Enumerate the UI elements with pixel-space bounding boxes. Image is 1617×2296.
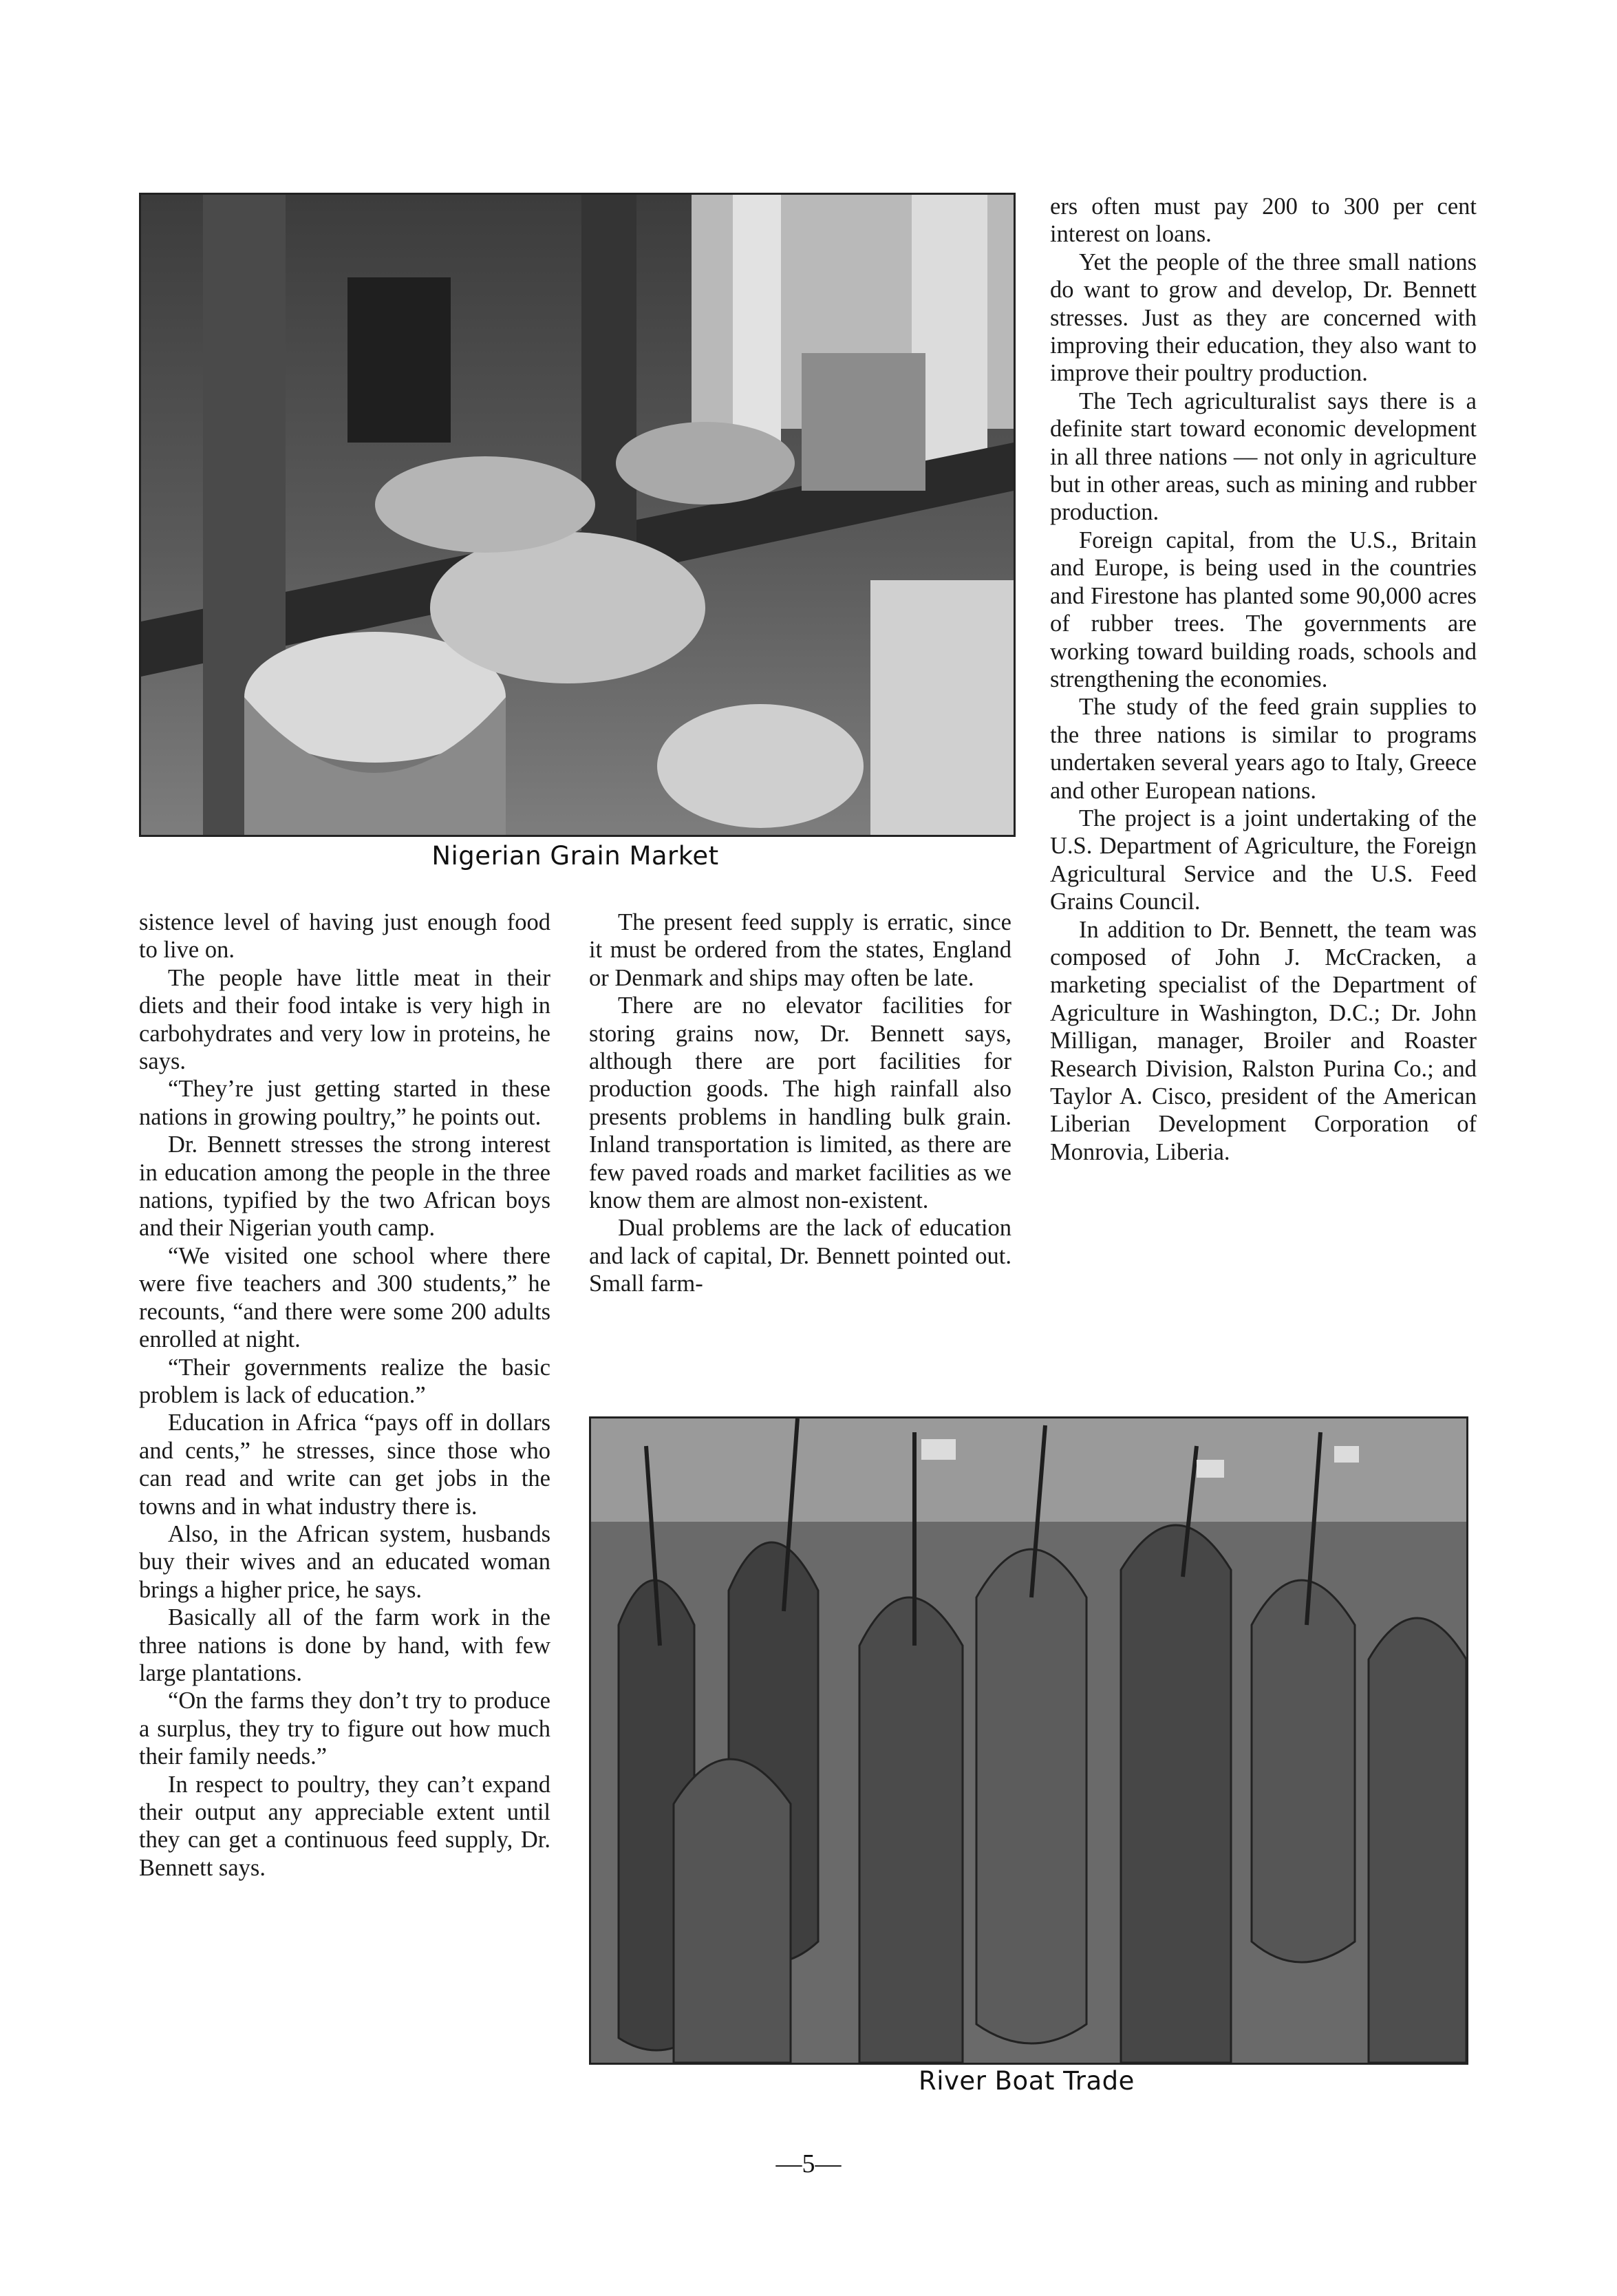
paragraph: The project is a joint undertaking of the U.S. Department of Agriculture, the Foreign Agricultural Service and the U.S. Feed Grains Council. [1050, 805, 1477, 915]
paragraph: Foreign capital, from the U.S., Britain and Europe, is being used in the countries and Firestone has planted some 90,000 acres of rubber trees. The governments are working toward building roads, schools and strengthening the economies. [1050, 527, 1477, 692]
grain-market-illustration [141, 195, 1014, 835]
paragraph: Basically all of the farm work in the three nations is done by hand, with few large plantations. [139, 1604, 550, 1686]
paragraph: ers often must pay 200 to 300 per cent interest on loans. [1050, 193, 1477, 248]
paragraph: Yet the people of the three small nations do want to grow and develop, Dr. Bennett stresses. Just as they are concerned with improving their education, they also want to improve their poultry production. [1050, 248, 1477, 387]
left-column [139, 908, 550, 1882]
paragraph: In respect to poultry, they can’t expand their output any appreciable extent until they can get a continuous feed supply, Dr. Bennett says. [139, 1771, 550, 1881]
paragraph: The study of the feed grain supplies to the three nations is similar to programs undertaken several years ago to Italy, Greece and other European nations. [1050, 694, 1477, 804]
page-number: —5— [775, 2149, 842, 2178]
paragraph: Also, in the African system, husbands buy their wives and an educated woman brings a higher price, he says. [139, 1520, 550, 1603]
paragraph: In addition to Dr. Bennett, the team was composed of John J. McCracken, a marketing specialist of the Department of Agriculture in Washington, D.C.; Dr. John Milligan, manager, Broiler and Roaster Research Division, Ralston Purina Co.; and Taylor A. Cisco, president of the American Liberian Development Corporation of Monrovia, Liberia. [1050, 916, 1477, 1165]
paragraph: The present feed supply is erratic, since it must be ordered from the states, England or Denmark and ships may often be late. [589, 909, 1011, 991]
grain-market-caption: Nigerian Grain Market [431, 841, 719, 871]
paragraph: “We visited one school where there were five teachers and 300 students,” he recounts, “and there were some 200 adults enrolled at night. [139, 1242, 550, 1353]
grain-market-photo [139, 193, 1016, 837]
paragraph: Education in Africa “pays off in dollars and cents,” he stresses, since those who can read and write can get jobs in the towns and in what industry there is. [139, 1410, 550, 1520]
river-boat-caption: River Boat Trade [919, 2066, 1135, 2096]
paragraph: sistence level of having just enough food to live on. [139, 909, 550, 964]
paragraph: “They’re just getting started in these nations in growing poultry,” he points out. [139, 1076, 550, 1130]
paragraph: The people have little meat in their diets and their food intake is very high in carbohydrates and very low in proteins, he says. [139, 964, 550, 1075]
right-column [1050, 193, 1477, 1166]
paragraph: There are no elevator facilities for storing grains now, Dr. Bennett says, although there are port facilities for production goods. The high rainfall also presents problems in handling bulk grain. Inland transportation is limited, as there are few paved roads and market facilities as we know them are almost non-existent. [589, 992, 1011, 1214]
paragraph: “On the farms they don’t try to produce a surplus, they try to figure out how much their family needs.” [139, 1688, 550, 1770]
middle-column [589, 908, 1011, 1298]
paragraph: Dr. Bennett stresses the strong interest in education among the people in the three nations, typified by the two African boys and their Nigerian youth camp. [139, 1131, 550, 1242]
river-boat-photo [589, 1416, 1468, 2065]
paragraph: “Their governments realize the basic problem is lack of education.” [139, 1354, 550, 1408]
river-boat-illustration [591, 1418, 1466, 2063]
paragraph: The Tech agriculturalist says there is a definite start toward economic development in all three nations — not only in agriculture but in other areas, such as mining and rubber production. [1050, 387, 1477, 526]
paragraph: Dual problems are the lack of education and lack of capital, Dr. Bennett pointed out. Small farm- [589, 1215, 1011, 1297]
